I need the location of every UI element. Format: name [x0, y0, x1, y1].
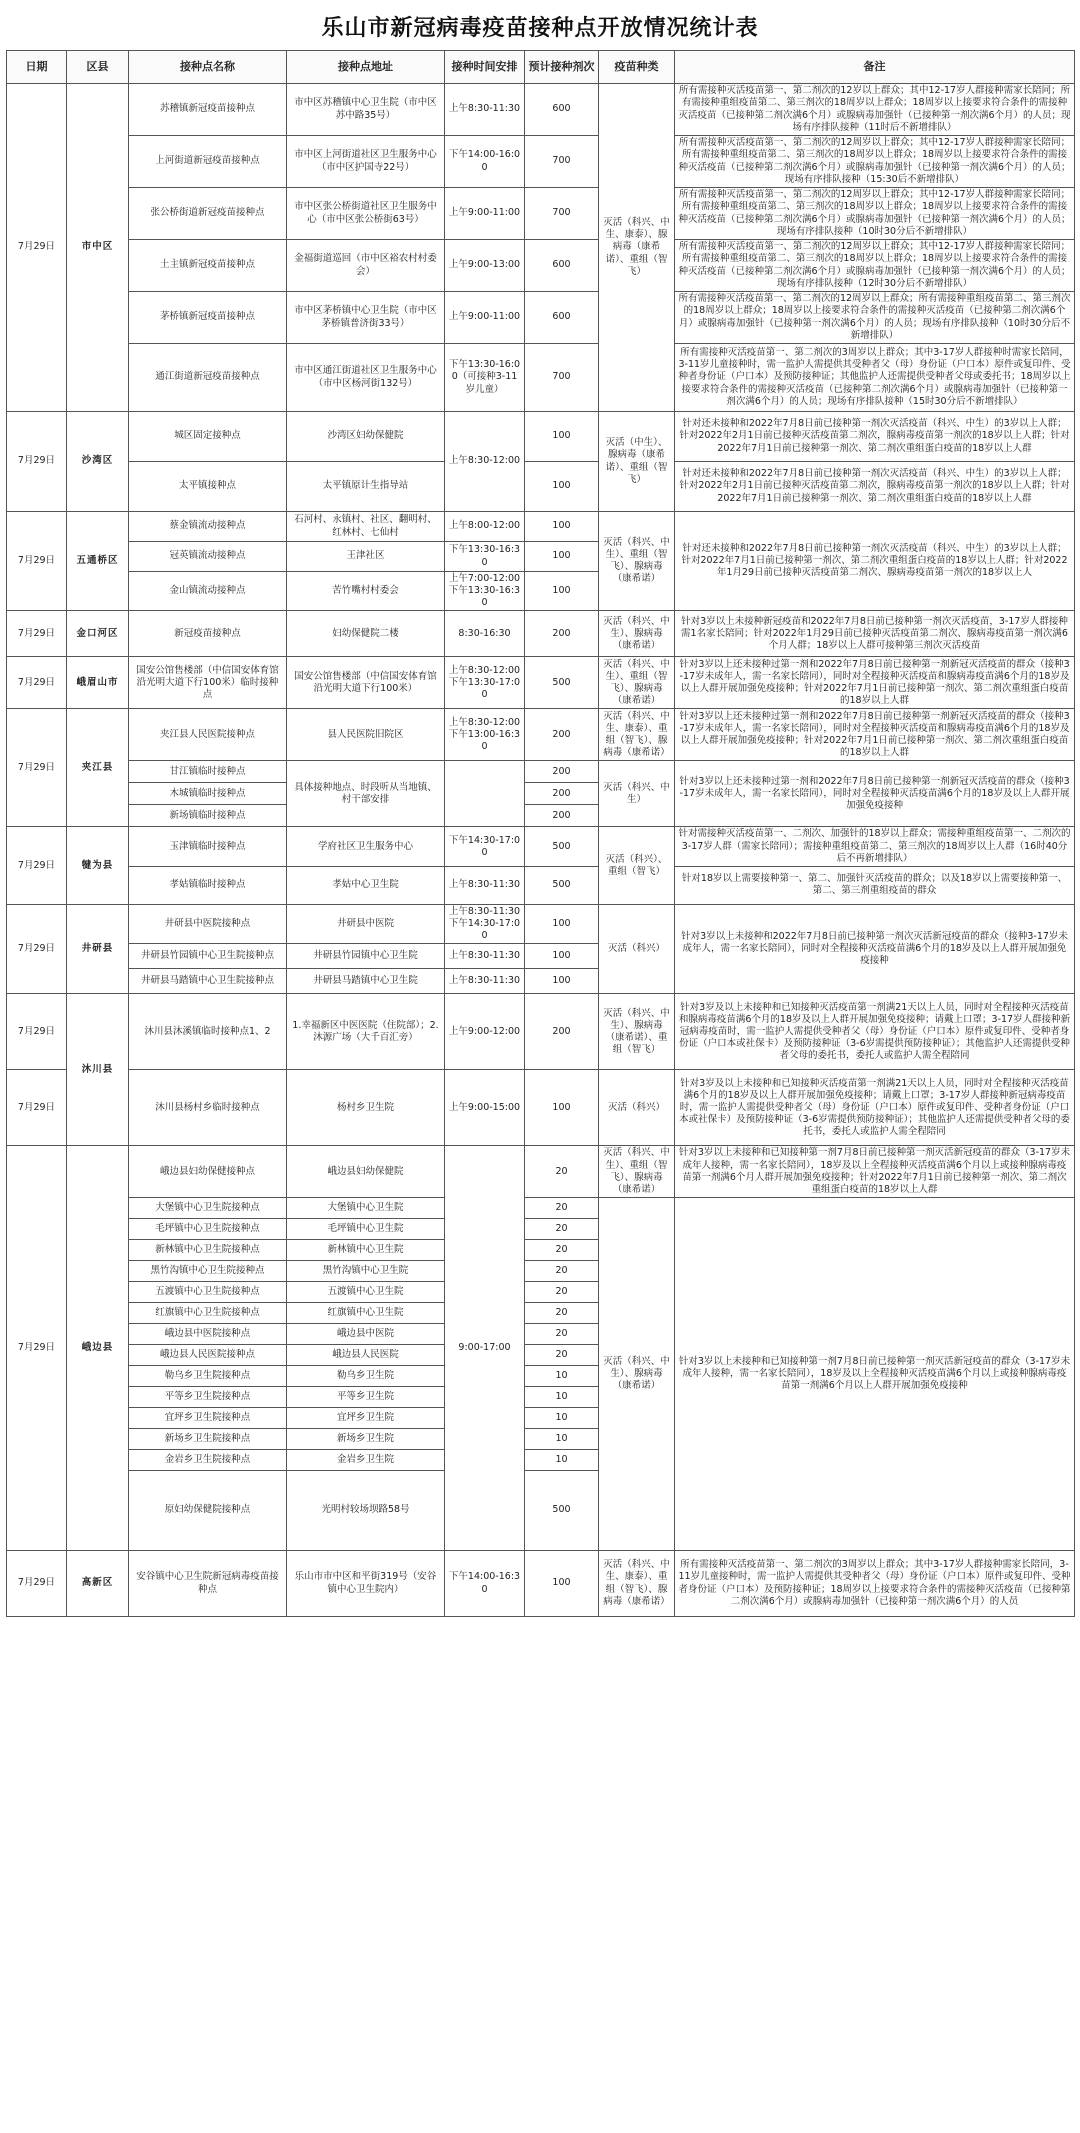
doses-cell: 700 — [525, 136, 599, 188]
site-name-cell: 甘江镇临时接种点 — [129, 761, 287, 783]
site-address-cell: 峨边县人民医院 — [287, 1345, 445, 1366]
site-name-cell: 勒乌乡卫生院接种点 — [129, 1366, 287, 1387]
table-row — [7, 462, 1075, 512]
doses-cell: 200 — [525, 994, 599, 1070]
doses-cell: 700 — [525, 344, 599, 412]
site-name-cell: 金山镇流动接种点 — [129, 572, 287, 611]
site-name-cell: 井研县中医院接种点 — [129, 904, 287, 943]
site-name-cell: 城区固定接种点 — [129, 412, 287, 462]
col-header-site-address: 接种点地址 — [287, 51, 445, 84]
date-cell: 7月29日 — [7, 827, 67, 904]
date-cell: 7月29日 — [7, 611, 67, 657]
vaccine-type-cell: 灭活（科兴）、重组（智飞） — [599, 827, 675, 904]
date-cell: 7月29日 — [7, 1146, 67, 1551]
notes-cell: 针对3岁以上未接种和已知接种第一剂7月8日前已接种第一剂灭活新冠疫苗的群众（3-17岁未成年人接种，需一名家长陪同），18岁及以上全程接种灭活疫苗满6个月以上或接种腺病毒疫苗第一剂满6个月人群开展加强免疫接种；针对2022年7月1日前已接种第一剂次、第二剂次重组蛋白疫苗的18岁以上人群 — [675, 1146, 1075, 1198]
doses-cell: 20 — [525, 1198, 599, 1219]
doses-cell: 10 — [525, 1366, 599, 1387]
doses-cell: 20 — [525, 1282, 599, 1303]
table-row — [7, 344, 1075, 412]
schedule-cell: 上午8:30-12:00 — [445, 412, 525, 512]
schedule-cell: 上午9:00-13:00 — [445, 240, 525, 292]
site-address-cell: 乐山市市中区和平街319号（安谷镇中心卫生院内） — [287, 1551, 445, 1617]
site-name-cell: 平等乡卫生院接种点 — [129, 1387, 287, 1408]
doses-cell: 600 — [525, 240, 599, 292]
col-header-doses: 预计接种剂次 — [525, 51, 599, 84]
county-cell: 犍为县 — [67, 827, 129, 904]
vaccine-type-cell: 灭活（科兴、中生）、重组（智飞）、腺病毒（康希诺） — [599, 657, 675, 709]
table-row — [7, 1198, 1075, 1219]
doses-cell: 100 — [525, 969, 599, 994]
site-address-cell: 石河村、永镇村、社区、翻明村、红林村、七仙村 — [287, 512, 445, 542]
schedule-cell: 上午8:00-12:00 — [445, 512, 525, 542]
county-cell: 峨眉山市 — [67, 657, 129, 709]
site-name-cell: 茅桥镇新冠疫苗接种点 — [129, 292, 287, 344]
site-name-cell: 木城镇临时接种点 — [129, 783, 287, 805]
vaccine-type-cell: 灭活（科兴、中生、康泰）、重组（智飞）、腺病毒（康希诺） — [599, 1551, 675, 1617]
site-address-cell: 井研县竹园镇中心卫生院 — [287, 944, 445, 969]
col-header-notes: 备注 — [675, 51, 1075, 84]
schedule-cell: 8:30-16:30 — [445, 611, 525, 657]
site-name-cell: 上河街道新冠疫苗接种点 — [129, 136, 287, 188]
site-address-cell: 峨边县中医院 — [287, 1324, 445, 1345]
schedule-cell: 上午8:30-11:30 — [445, 866, 525, 904]
col-header-schedule: 接种时间安排 — [445, 51, 525, 84]
doses-cell: 10 — [525, 1429, 599, 1450]
date-cell: 7月29日 — [7, 1551, 67, 1617]
notes-cell: 针对需接种灭活疫苗第一、二剂次、加强针的18岁以上群众；需接种重组疫苗第一、二剂次的3-17岁人群（需家长陪同）；需接种重组疫苗第二、第三剂次的18周岁以上人群（16时40分后不再新增排队） — [675, 827, 1075, 866]
notes-cell: 针对3岁以上未接种和2022年7月8日前已接种第一剂次灭活新冠疫苗的群众（接种3-17岁未成年人，需一名家长陪同），同时对全程接种灭活疫苗满6个月的18岁及以上人群开展加强免疫接种 — [675, 904, 1075, 993]
vaccine-type-cell: 灭活（科兴、中生、康泰）、重组（智飞）、腺病毒（康希诺） — [599, 709, 675, 761]
doses-cell: 100 — [525, 542, 599, 572]
notes-cell: 所有需接种灭活疫苗第一、第二剂次的12周岁以上群众；其中12-17岁人群接种需家长陪同；所有需接种重组疫苗第二、第三剂次的18周岁以上群众；18周岁以上接要求符合条件的需接种灭活疫苗（已接种第二剂次满6个月）或腺病毒加强针（已接种第一剂次满6个月）的人员；现场有序排队接种（12时30分后不新增排队） — [675, 240, 1075, 292]
table-row — [7, 657, 1075, 709]
site-address-cell: 井研县中医院 — [287, 904, 445, 943]
site-name-cell: 蔡金镇流动接种点 — [129, 512, 287, 542]
site-name-cell: 峨边县中医院接种点 — [129, 1324, 287, 1345]
site-name-cell: 峨边县人民医院接种点 — [129, 1345, 287, 1366]
table-row — [7, 512, 1075, 542]
schedule-cell: 上午9:00-11:00 — [445, 188, 525, 240]
notes-cell: 所有需接种灭活疫苗第一、第二剂次的12岁以上群众；其中12-17岁人群接种需家长陪同；所有需接种重组疫苗第二、第三剂次的18周岁以上群众；18周岁以上接要求符合条件的需接种灭活疫苗（已接种第二剂次满6个月）或腺病毒加强针（已接种第一剂次满6个月）的人员；现场有序排队接种（11时后不新增排队） — [675, 84, 1075, 136]
site-name-cell: 玉津镇临时接种点 — [129, 827, 287, 866]
notes-cell: 针对还未接种和2022年7月8日前已接种第一剂次灭活疫苗（科兴、中生）的3岁以上人群；针对2022年7月1日前已接种第一剂次、第二剂次重组蛋白疫苗的18岁以上人群；针对2022年1月29日前已接种灭活疫苗第二剂次、腺病毒疫苗第一剂次的18岁以上人 — [675, 512, 1075, 611]
table-row — [7, 136, 1075, 188]
table-row — [7, 292, 1075, 344]
vaccine-type-cell: 灭活（科兴、中生）、腺病毒（康希诺） — [599, 611, 675, 657]
site-address-cell: 沙湾区妇幼保健院 — [287, 412, 445, 462]
site-name-cell: 安谷镇中心卫生院新冠病毒疫苗接种点 — [129, 1551, 287, 1617]
site-address-cell: 具体接种地点、时段听从当地镇、村干部安排 — [287, 761, 445, 827]
doses-cell: 10 — [525, 1450, 599, 1471]
notes-cell: 针对18岁以上需要接种第一、第二、加强针灭活疫苗的群众；以及18岁以上需要接种第一、第二、第三剂重组疫苗的群众 — [675, 866, 1075, 904]
site-name-cell: 五渡镇中心卫生院接种点 — [129, 1282, 287, 1303]
site-address-cell: 新场乡卫生院 — [287, 1429, 445, 1450]
doses-cell: 100 — [525, 944, 599, 969]
site-address-cell: 孝姑中心卫生院 — [287, 866, 445, 904]
notes-cell: 针对还未接种和2022年7月8日前已接种第一剂次灭活疫苗（科兴、中生）的3岁以上人群；针对2022年2月1日前已接种灭活疫苗第二剂次，腺病毒疫苗第一剂次的18岁以上人群；针对2022年7月1日前已接种第一剂次、第二剂次重组蛋白疫苗的18岁以上人群 — [675, 412, 1075, 462]
doses-cell: 500 — [525, 866, 599, 904]
site-name-cell: 原妇幼保健院接种点 — [129, 1471, 287, 1551]
site-address-cell: 王津社区 — [287, 542, 445, 572]
site-name-cell: 沐川县沐溪镇临时接种点1、2 — [129, 994, 287, 1070]
table-row — [7, 866, 1075, 904]
notes-cell: 针对还未接种和2022年7月8日前已接种第一剂次灭活疫苗（科兴、中生）的3岁以上人群；针对2022年2月1日前已接种灭活疫苗第二剂次，腺病毒疫苗第一剂次的18岁以上人群；针对2022年7月1日前已接种第一剂次、第二剂次重组蛋白疫苗的18岁以上人群 — [675, 462, 1075, 512]
vaccination-sites-table — [6, 50, 1075, 1617]
doses-cell: 20 — [525, 1219, 599, 1240]
site-name-cell: 金岩乡卫生院接种点 — [129, 1450, 287, 1471]
doses-cell: 200 — [525, 805, 599, 827]
date-cell: 7月29日 — [7, 412, 67, 512]
date-cell: 7月29日 — [7, 84, 67, 412]
site-address-cell: 五渡镇中心卫生院 — [287, 1282, 445, 1303]
doses-cell: 20 — [525, 1240, 599, 1261]
doses-cell: 20 — [525, 1303, 599, 1324]
table-row — [7, 904, 1075, 943]
site-name-cell: 孝姑镇临时接种点 — [129, 866, 287, 904]
site-address-cell: 黑竹沟镇中心卫生院 — [287, 1261, 445, 1282]
schedule-cell: 下午14:00-16:30 — [445, 1551, 525, 1617]
site-name-cell: 土主镇新冠疫苗接种点 — [129, 240, 287, 292]
site-address-cell: 光明村较场坝路58号 — [287, 1471, 445, 1551]
site-name-cell: 沐川县杨村乡临时接种点 — [129, 1070, 287, 1146]
doses-cell: 500 — [525, 657, 599, 709]
doses-cell: 600 — [525, 84, 599, 136]
date-cell: 7月29日 — [7, 512, 67, 611]
notes-cell: 针对3岁及以上未接种和已知接种灭活疫苗第一剂满21天以上人员，同时对全程接种灭活疫苗和腺病毒疫苗满6个月的18岁及以上人群开展加强免疫接种；请戴上口罩；3-17岁人群接种新冠病毒疫苗时，需一监护人需提供受种者父（母）身份证（户口本）原件或复印件、受种者身份证（户口本或社保卡）及预防接种证（3-6岁需提供预防接种证）；其他监护人还需提供受种者父母的委托书，委托人或监护人需全程陪同 — [675, 994, 1075, 1070]
notes-cell: 所有需接种灭活疫苗第一、第二剂次的3周岁以上群众；其中3-17岁人群接种时需家长陪同，3-11岁儿童接种时，需一监护人需提供其受种者父（母）身份证（户口本）原件或复印件、受种者身份证（户口本）及预防接种证；其他监护人还需提供受种者父母或委托书；18周岁以上接要求符合条件的需接种灭活疫苗（已接种第二剂次满6个月）或腺病毒加强针（已接种第一剂次满6个月）的人员；现场有序排队接种（15时30分后不新增排队） — [675, 344, 1075, 412]
doses-cell: 20 — [525, 1345, 599, 1366]
doses-cell: 100 — [525, 904, 599, 943]
site-name-cell: 井研县马踏镇中心卫生院接种点 — [129, 969, 287, 994]
site-address-cell: 红旗镇中心卫生院 — [287, 1303, 445, 1324]
date-cell: 7月29日 — [7, 904, 67, 993]
doses-cell: 100 — [525, 572, 599, 611]
vaccine-type-cell: 灭活（科兴、中生）、腺病毒（康希诺） — [599, 1198, 675, 1551]
site-name-cell: 张公桥街道新冠疫苗接种点 — [129, 188, 287, 240]
schedule-cell: 9:00-17:00 — [445, 1146, 525, 1551]
doses-cell: 100 — [525, 1070, 599, 1146]
site-address-cell: 井研县马踏镇中心卫生院 — [287, 969, 445, 994]
notes-cell: 所有需接种灭活疫苗第一、第二剂次的12周岁以上群众；其中12-17岁人群接种需家长陪同；所有需接种重组疫苗第二、第三剂次的18周岁以上群众；18周岁以上接要求符合条件的需接种灭活疫苗（已接种第二剂次满6个月）或腺病毒加强针（已接种第一剂次满6个月）的人员；现场有序排队接种（15:30后不新增排队） — [675, 136, 1075, 188]
doses-cell: 500 — [525, 827, 599, 866]
schedule-cell: 下午14:30-17:00 — [445, 827, 525, 866]
county-cell: 金口河区 — [67, 611, 129, 657]
schedule-cell — [445, 761, 525, 827]
schedule-cell: 上午8:30-11:30 — [445, 969, 525, 994]
doses-cell: 100 — [525, 462, 599, 512]
date-cell: 7月29日 — [7, 1070, 67, 1146]
table-row — [7, 188, 1075, 240]
doses-cell: 100 — [525, 1551, 599, 1617]
doses-cell: 200 — [525, 611, 599, 657]
notes-cell: 针对3岁及以上未接种和已知接种灭活疫苗第一剂满21天以上人员，同时对全程接种灭活疫苗满6个月的18岁及以上人群开展加强免疫接种；请戴上口罩；3-17岁人群接种新冠病毒疫苗时，需一监护人需提供受种者父（母）身份证（户口本）原件或复印件、受种者身份证（户口本或社保卡）及预防接种证（3-6岁需提供预防接种证）；其他监护人还需提供受种者父母的委托书，委托人或监护人需全程陪同 — [675, 1070, 1075, 1146]
schedule-cell: 上午8:30-11:30 — [445, 84, 525, 136]
doses-cell: 20 — [525, 1261, 599, 1282]
vaccine-type-cell: 灭活（科兴、中生、康泰）、腺病毒（康希诺）、重组（智飞） — [599, 84, 675, 412]
site-address-cell: 1.幸福新区中医医院（住院部）；2.沐源广场（大千百汇旁） — [287, 994, 445, 1070]
date-cell: 7月29日 — [7, 657, 67, 709]
site-name-cell: 毛坪镇中心卫生院接种点 — [129, 1219, 287, 1240]
county-cell: 沐川县 — [67, 994, 129, 1146]
site-name-cell: 宜坪乡卫生院接种点 — [129, 1408, 287, 1429]
vaccine-type-cell: 灭活（科兴） — [599, 904, 675, 993]
table-row — [7, 761, 1075, 783]
site-address-cell: 县人民医院旧院区 — [287, 709, 445, 761]
county-cell: 峨边县 — [67, 1146, 129, 1551]
doses-cell: 700 — [525, 188, 599, 240]
site-name-cell: 新冠疫苗接种点 — [129, 611, 287, 657]
site-address-cell: 市中区茅桥镇中心卫生院（市中区茅桥镇普济街33号） — [287, 292, 445, 344]
doses-cell: 600 — [525, 292, 599, 344]
table-row — [7, 1146, 1075, 1198]
site-address-cell: 市中区通江街道社区卫生服务中心（市中区杨河街132号） — [287, 344, 445, 412]
table-row — [7, 84, 1075, 136]
header-row — [7, 51, 1075, 84]
schedule-cell: 上午8:30-12:00 下午13:00-16:30 — [445, 709, 525, 761]
col-header-county: 区县 — [67, 51, 129, 84]
site-address-cell: 新林镇中心卫生院 — [287, 1240, 445, 1261]
schedule-cell: 下午13:30-16:00（可接种3-11岁儿童） — [445, 344, 525, 412]
site-name-cell: 冠英镇流动接种点 — [129, 542, 287, 572]
doses-cell: 20 — [525, 1324, 599, 1345]
site-address-cell: 市中区苏稽镇中心卫生院（市中区苏中路35号） — [287, 84, 445, 136]
table-row — [7, 994, 1075, 1070]
schedule-cell: 上午9:00-11:00 — [445, 292, 525, 344]
site-address-cell: 杨村乡卫生院 — [287, 1070, 445, 1146]
doses-cell: 10 — [525, 1408, 599, 1429]
site-address-cell: 国安公馆售楼部（中信国安体育馆沿光明大道下行100米） — [287, 657, 445, 709]
site-name-cell: 苏稽镇新冠疫苗接种点 — [129, 84, 287, 136]
county-cell: 夹江县 — [67, 709, 129, 827]
vaccine-type-cell: 灭活（科兴、中生）、重组（智飞）、腺病毒（康希诺） — [599, 1146, 675, 1198]
site-name-cell: 新林镇中心卫生院接种点 — [129, 1240, 287, 1261]
doses-cell: 10 — [525, 1387, 599, 1408]
county-cell: 高新区 — [67, 1551, 129, 1617]
site-address-cell: 峨边县妇幼保健院 — [287, 1146, 445, 1198]
notes-cell: 针对3岁以上还未接种过第一剂和2022年7月8日前已接种第一剂新冠灭活疫苗的群众（接种3-17岁未成年人，需一名家长陪同），同时对全程接种灭活疫苗满6个月的18岁及以上人群开展加强免疫接种 — [675, 761, 1075, 827]
page-title: 乐山市新冠病毒疫苗接种点开放情况统计表 — [321, 15, 759, 41]
vaccine-type-cell: 灭活（科兴） — [599, 1070, 675, 1146]
col-header-site-name: 接种点名称 — [129, 51, 287, 84]
notes-cell: 针对3岁以上还未接种过第一剂和2022年7月8日前已接种第一剂新冠灭活疫苗的群众（接种3-17岁未成年人，需一名家长陪同），同时对全程接种灭活疫苗和腺病毒疫苗满6个月的18岁及以上人群开展加强免疫接种；针对2022年7月1日前已接种第一剂次、第二剂次重组蛋白疫苗的18岁以上人群 — [675, 709, 1075, 761]
site-name-cell: 峨边县妇幼保健接种点 — [129, 1146, 287, 1198]
vaccine-type-cell: 灭活（科兴、中生）、重组（智飞）、腺病毒（康希诺） — [599, 512, 675, 611]
site-name-cell: 新场镇临时接种点 — [129, 805, 287, 827]
county-cell: 市中区 — [67, 84, 129, 412]
site-address-cell: 金福街道巡回（市中区裕农村村委会） — [287, 240, 445, 292]
table-row — [7, 611, 1075, 657]
site-name-cell: 井研县竹园镇中心卫生院接种点 — [129, 944, 287, 969]
doses-cell: 200 — [525, 709, 599, 761]
site-address-cell: 平等乡卫生院 — [287, 1387, 445, 1408]
col-header-vaccine-type: 疫苗种类 — [599, 51, 675, 84]
site-name-cell: 大堡镇中心卫生院接种点 — [129, 1198, 287, 1219]
date-cell: 7月29日 — [7, 994, 67, 1070]
date-cell: 7月29日 — [7, 709, 67, 827]
notes-cell: 针对3岁以上还未接种过第一剂和2022年7月8日前已接种第一剂新冠灭活疫苗的群众（接种3-17岁未成年人，需一名家长陪同），同时对全程接种灭活疫苗和腺病毒疫苗满6个月的18岁及以上人群开展加强免疫接种；针对2022年7月1日前已接种第一剂次、第二剂次重组蛋白疫苗的18岁以上人群 — [675, 657, 1075, 709]
site-address-cell: 苦竹嘴村村委会 — [287, 572, 445, 611]
site-address-cell: 勒乌乡卫生院 — [287, 1366, 445, 1387]
site-name-cell: 国安公馆售楼部（中信国安体育馆沿光明大道下行100米）临时接种点 — [129, 657, 287, 709]
doses-cell: 100 — [525, 512, 599, 542]
table-row — [7, 240, 1075, 292]
table-row — [7, 412, 1075, 462]
county-cell: 沙湾区 — [67, 412, 129, 512]
schedule-cell: 上午8:30-12:00 下午13:30-17:00 — [445, 657, 525, 709]
vaccine-type-cell: 灭活（科兴、中生）、腺病毒（康希诺）、重组（智飞） — [599, 994, 675, 1070]
notes-cell: 所有需接种灭活疫苗第一、第二剂次的3周岁以上群众；其中3-17岁人群接种需家长陪同，3-11岁儿童接种时，需一监护人需提供其受种者父（母）身份证（户口本）原件或复印件、受种者身份证（户口本）及预防接种证；18周岁以上接要求符合条件的需接种灭活疫苗（已接种第二剂次满6个月）或腺病毒加强针（已接种第一剂次满6个月）的人员 — [675, 1551, 1075, 1617]
site-name-cell: 通江街道新冠疫苗接种点 — [129, 344, 287, 412]
schedule-cell: 上午8:30-11:30 下午14:30-17:00 — [445, 904, 525, 943]
site-address-cell: 宜坪乡卫生院 — [287, 1408, 445, 1429]
table-row — [7, 709, 1075, 761]
site-address-cell: 太平镇原计生指导站 — [287, 462, 445, 512]
schedule-cell: 下午14:00-16:00 — [445, 136, 525, 188]
site-address-cell: 学府社区卫生服务中心 — [287, 827, 445, 866]
doses-cell: 200 — [525, 761, 599, 783]
site-address-cell: 妇幼保健院二楼 — [287, 611, 445, 657]
doses-cell: 500 — [525, 1471, 599, 1551]
site-address-cell: 金岩乡卫生院 — [287, 1450, 445, 1471]
notes-cell: 所有需接种灭活疫苗第一、第二剂次的12周岁以上群众；其中12-17岁人群接种需家长陪同；所有需接种重组疫苗第二、第三剂次的18周岁以上群众；18周岁以上接要求符合条件的需接种灭活疫苗（已接种第二剂次满6个月）或腺病毒加强针（已接种第一剂次满6个月）的人员；现场有序排队接种（10时30分后不新增排队） — [675, 188, 1075, 240]
col-header-date: 日期 — [7, 51, 67, 84]
doses-cell: 20 — [525, 1146, 599, 1198]
site-address-cell: 大堡镇中心卫生院 — [287, 1198, 445, 1219]
schedule-cell: 上午9:00-12:00 — [445, 994, 525, 1070]
vaccine-type-cell: 灭活（科兴、中生） — [599, 761, 675, 827]
schedule-cell: 上午9:00-15:00 — [445, 1070, 525, 1146]
vaccine-type-cell: 灭活（中生）、腺病毒（康希诺）、重组（智飞） — [599, 412, 675, 512]
site-name-cell: 太平镇接种点 — [129, 462, 287, 512]
site-name-cell: 夹江县人民医院接种点 — [129, 709, 287, 761]
schedule-cell: 上午8:30-11:30 — [445, 944, 525, 969]
site-address-cell: 市中区张公桥街道社区卫生服务中心（市中区张公桥街63号） — [287, 188, 445, 240]
site-name-cell: 红旗镇中心卫生院接种点 — [129, 1303, 287, 1324]
schedule-cell: 上午7:00-12:00 下午13:30-16:30 — [445, 572, 525, 611]
site-address-cell: 毛坪镇中心卫生院 — [287, 1219, 445, 1240]
doses-cell: 100 — [525, 412, 599, 462]
notes-cell: 针对3岁以上未接种和已知接种第一剂7月8日前已接种第一剂灭活新冠疫苗的群众（3-17岁未成年人接种，需一名家长陪同），18岁及以上全程接种灭活疫苗满6个月以上或接种腺病毒疫苗第一剂满6个月以上人群开展加强免疫接种 — [675, 1198, 1075, 1551]
table-row — [7, 1551, 1075, 1617]
table-row — [7, 827, 1075, 866]
county-cell: 井研县 — [67, 904, 129, 993]
notes-cell: 所有需接种灭活疫苗第一、第二剂次的12周岁以上群众；所有需接种重组疫苗第二、第三剂次的18周岁以上群众；18周岁以上接要求符合条件的需接种灭活疫苗（已接种第二剂次满6个月）或腺病毒加强针（已接种第一剂次满6个月）的人员；现场有序排队接种（10时30分后不新增排队） — [675, 292, 1075, 344]
notes-cell: 针对3岁以上未接种新冠疫苗和2022年7月8日前已接种第一剂次灭活疫苗，3-17岁人群接种需1名家长陪同；针对2022年1月29日前已接种灭活疫苗第二剂次、腺病毒疫苗第一剂次满6个月人群；18岁以上人群可接种第三剂次灭活疫苗 — [675, 611, 1075, 657]
table-row — [7, 1070, 1075, 1146]
doses-cell: 200 — [525, 783, 599, 805]
site-address-cell: 市中区上河街道社区卫生服务中心（市中区护国寺22号） — [287, 136, 445, 188]
schedule-cell: 下午13:30-16:30 — [445, 542, 525, 572]
county-cell: 五通桥区 — [67, 512, 129, 611]
site-name-cell: 新场乡卫生院接种点 — [129, 1429, 287, 1450]
site-name-cell: 黑竹沟镇中心卫生院接种点 — [129, 1261, 287, 1282]
